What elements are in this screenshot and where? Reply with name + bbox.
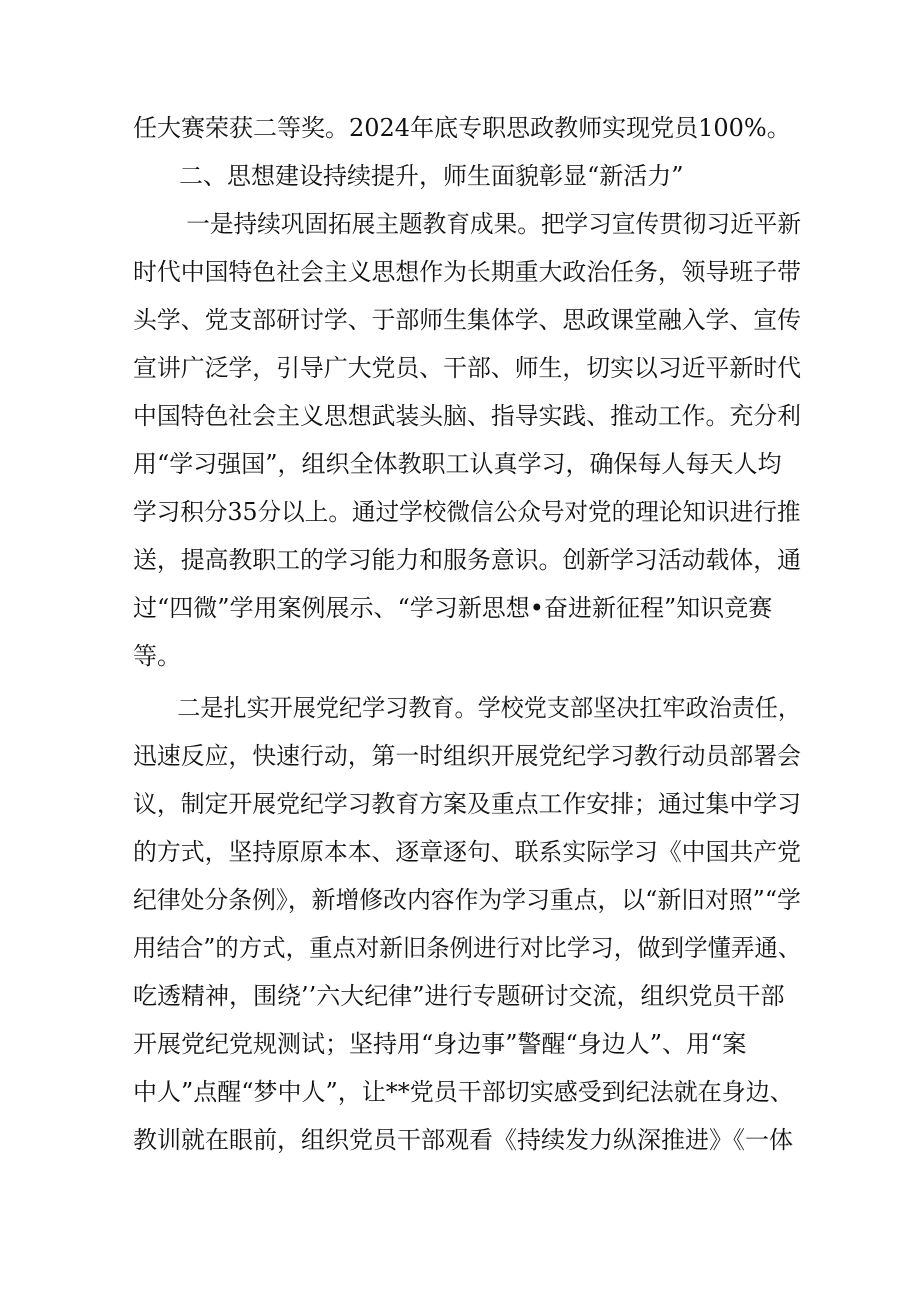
paragraph-first-line: 一是持续巩固拓展主题教育成果。把学习宣传贯彻习近平新 — [186, 210, 802, 238]
body-text — [133, 104, 801, 1164]
section-heading: 二、思想建设持续提升，师生面貌彰显“新活力” — [179, 162, 684, 190]
text-line: 吃透精神，围绕’’六大纪律”进行专题研讨交流，组织党员干部 — [133, 982, 785, 1010]
text-line: 中人”点醒“梦中人”，让**党员干部切实感受到纪法就在身边、 — [133, 1078, 794, 1106]
text-line: 开展党纪党规测试；坚持用“身边事”警醒“身边人”、用“案 — [133, 1030, 747, 1058]
text-line: 学习积分35分以上。通过学校微信公众号对党的理论知识进行推 — [133, 498, 801, 526]
text-line: 时代中国特色社会主义思想作为长期重大政治任务，领导班子带 — [133, 258, 801, 286]
text-line: 用结合”的方式，重点对新旧条例进行对比学习，做到学懂弄通、 — [133, 934, 802, 962]
text-line: 过“四微”学用案例展示、“学习新思想•奋进新征程”知识竞赛 — [133, 594, 773, 622]
text-line: 迅速反应，快速行动，第一时组织开展党纪学习教行动员部署会 — [133, 742, 801, 770]
text-line: 头学、党支部研讨学、于部师生集体学、思政课堂融入学、宣传 — [133, 306, 801, 334]
text-line: 议，制定开展党纪学习教育方案及重点工作安排；通过集中学习 — [133, 790, 801, 818]
paragraph-first-line: 二是扎实开展党纪学习教育。学校党支部坚决扛牢政治责任， — [177, 694, 801, 722]
text-line: 用“学习强国”，组织全体教职工认真学习，确保每人每天人均 — [133, 450, 782, 478]
text-line: 任大赛荣获二等奖。2024年底专职思政教师实现党员100%。 — [133, 114, 791, 142]
text-line: 送，提高教职工的学习能力和服务意识。创新学习活动载体，通 — [133, 546, 801, 574]
text-line: 教训就在眼前，组织党员干部观看《持续发力纵深推进》《一体 — [133, 1126, 793, 1154]
text-line: 中国特色社会主义思想武装头脑、指导实践、推动工作。充分利 — [133, 402, 801, 430]
text-line: 等。 — [133, 642, 181, 670]
text-line: 的方式，坚持原原本本、逐章逐句、联系实际学习《中国共产党 — [133, 838, 801, 866]
text-line: 纪律处分条例》，新增修改内容作为学习重点，以“新旧对照”“学 — [133, 886, 801, 914]
text-line: 宣讲广泛学，引导广大党员、干部、师生，切实以习近平新时代 — [133, 354, 801, 382]
